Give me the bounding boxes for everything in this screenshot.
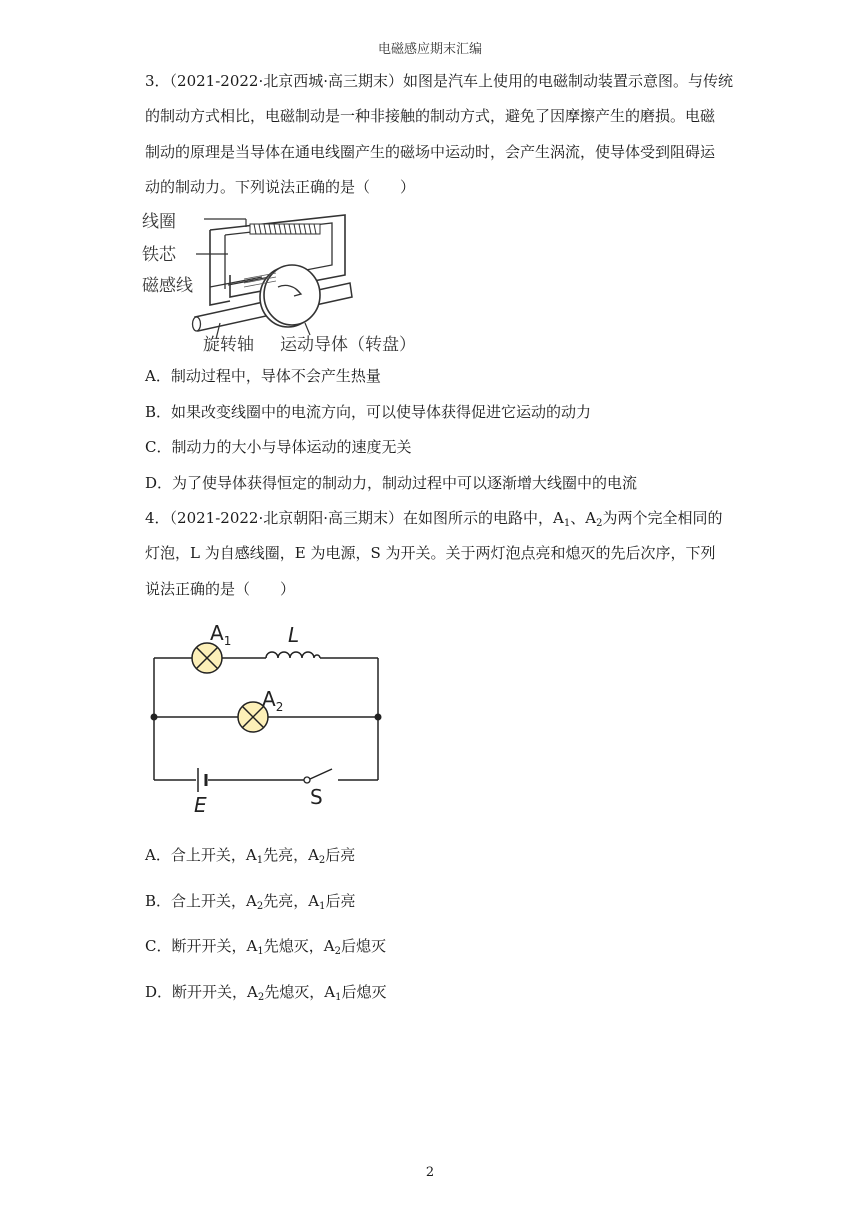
brake-diagram — [140, 205, 440, 360]
q4-option-c: C．断开开关，$A_1$先熄灭，$A_2$后熄灭 — [145, 937, 386, 957]
circuit-diagram — [140, 614, 400, 819]
label-e: E — [194, 793, 207, 817]
q3-option-a: A．制动过程中，导体不会产生热量 — [145, 367, 381, 385]
junction-left — [151, 714, 158, 721]
q3-line-3: 制动的原理是当导体在通电线圈产生的磁场中运动时，会产生涡流，使导体受到阻碍运 — [145, 143, 716, 161]
q3-option-c: C．制动力的大小与导体运动的速度无关 — [145, 438, 412, 456]
label-conductor: 运动导体（转盘） — [280, 335, 416, 355]
q4-option-d: D．断开开关，$A_2$先熄灭，$A_1$后熄灭 — [145, 983, 387, 1003]
q4-option-a: A．合上开关，$A_1$先亮，$A_2$后亮 — [145, 846, 356, 866]
q4-option-b: B．合上开关，$A_2$先亮，$A_1$后亮 — [145, 892, 356, 912]
q3-line-2: 的制动方式相比，电磁制动是一种非接触的制动方式，避免了因摩擦产生的磨损。电磁 — [145, 107, 716, 125]
page-number: 2 — [425, 1165, 435, 1180]
label-coil: 线圈 — [142, 212, 176, 232]
label-l: L — [288, 623, 300, 647]
page-header: 电磁感应期末汇编 — [377, 42, 482, 57]
label-field-lines: 磁感线 — [142, 276, 193, 296]
coil-windings — [250, 224, 320, 234]
q4-line-2: 灯泡，L 为自感线圈，E 为电源，S 为开关。关于两灯泡点亮和熄灭的先后次序，下列 — [145, 544, 716, 562]
q4-line-1a: 4．（2021-2022·北京朝阳·高三期末）在如图所示的电路中， — [145, 509, 553, 527]
q4-line-3: 说法正确的是（ ） — [145, 580, 296, 598]
q4-line-1: 4．（2021-2022·北京朝阳·高三期末）在如图所示的电路中，$A_1$、$A_2$为两个完全相同的 — [145, 509, 723, 529]
switch-contact — [304, 777, 310, 783]
label-s: S — [310, 785, 323, 809]
label-shaft: 旋转轴 — [203, 335, 254, 355]
q3-option-b: B．如果改变线圈中的电流方向，可以使导体获得促进它运动的动力 — [145, 403, 592, 421]
lamp-a1 — [192, 643, 222, 673]
q3-option-d: D．为了使导体获得恒定的制动力，制动过程中可以逐渐增大线圈中的电流 — [145, 474, 638, 492]
label-core: 铁芯 — [142, 245, 176, 265]
q3-line-1: 3．（2021-2022·北京西城·高三期末）如图是汽车上使用的电磁制动装置示意图。与传统 — [145, 72, 733, 90]
label-a1: $A_1$ — [210, 621, 232, 648]
junction-right — [375, 714, 382, 721]
inductor-coil — [266, 652, 320, 658]
label-a2: $A_2$ — [262, 687, 284, 714]
q3-line-4: 动的制动力。下列说法正确的是（ ） — [145, 178, 416, 196]
battery — [198, 768, 206, 792]
q4-line-1b: 为两个完全相同的 — [602, 509, 723, 527]
